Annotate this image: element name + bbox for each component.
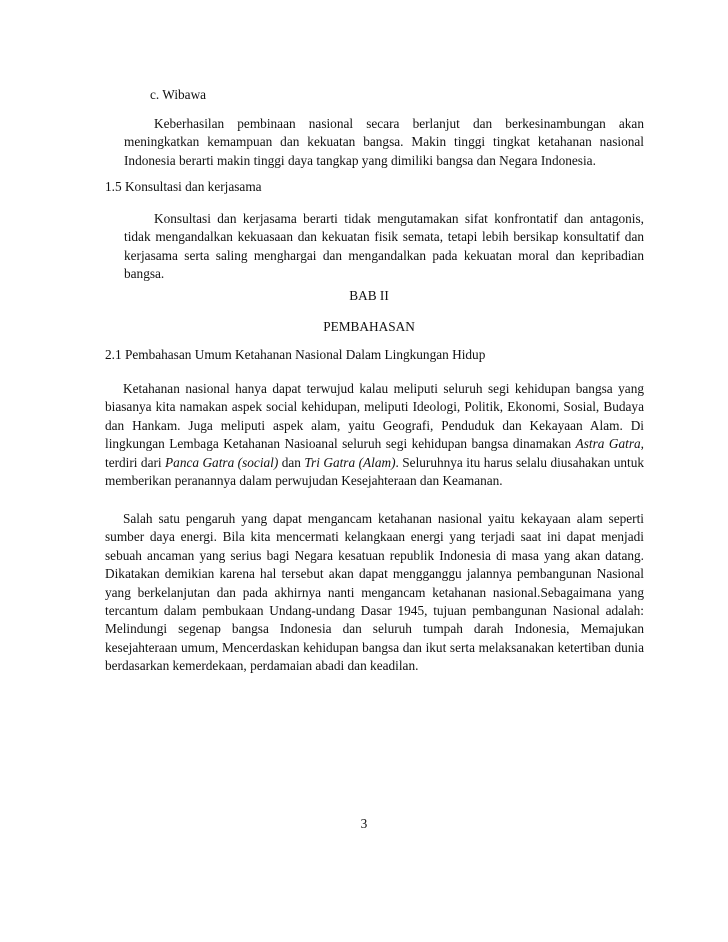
- italic-term-panca-gatra: Panca Gatra (social): [165, 454, 279, 470]
- list-item-wibawa: c. Wibawa: [150, 87, 207, 102]
- italic-term-astra-gatra: Astra Gatra: [575, 436, 641, 452]
- paragraph-ketahanan-nasional: [105, 380, 644, 490]
- italic-term-tri-gatra: Tri Gatra (Alam): [304, 454, 396, 470]
- paragraph-salah-satu-pengaruh: Salah satu pengaruh yang dapat mengancam ketahanan nasional yaitu kekayaan alam seperti sumber daya energi. Bila kita mencermati kelangkaan energi yang terjadi saat ini dapat menjadi sebuah ancaman yang serius bagi Negara kesatuan republik Indonesia di masa yang akan datang. Dikatakan demikian karena hal tersebut akan dapat mengganggu jalannya pembangunan Nasional yang berkelanjutan dan pada akhirnya nanti mengancam ketahanan nasional.Sebagaimana yang tercantum dalam pembukaan Undang-undang Dasar 1945, tujuan pembangunan Nasional adalah: Melindungi segenap bangsa Indonesia dan seluruh tumpah darah Indonesia, Memajukan kesejahteraan umum, Mencerdaskan kehidupan bangsa dan ikut serta melaksanakan ketertiban dunia berdasarkan kemerdekaan, perdamaian abadi dan keadilan.: [105, 511, 644, 674]
- page-number: 3: [360, 816, 368, 831]
- chapter-title: PEMBAHASAN: [323, 319, 415, 334]
- chapter-label: BAB II: [349, 288, 389, 303]
- section-heading-2-1: 2.1 Pembahasan Umum Ketahanan Nasional Dalam Lingkungan Hidup: [105, 347, 486, 362]
- paragraph-konsultasi: Konsultasi dan kerjasama berarti tidak mengutamakan sifat konfrontatif dan antagonis, tidak mengandalkan kekuasaan dan kekuatan fisik semata, tetapi lebih bersikap konsultatif dan kerjasama serta saling menghargai dan mengandalkan pada kekuatan moral dan kepribadian bangsa.: [124, 211, 644, 282]
- text-run: . Seluruhnya itu harus selalu diusahakan untuk memberikan peranannya dalam perwujudan Kesejahteraan dan Keamanan.: [105, 454, 644, 489]
- text-run: , terdiri dari: [105, 436, 644, 470]
- section-heading-1-5: 1.5 Konsultasi dan kerjasama: [105, 179, 262, 194]
- text-run: dan: [278, 454, 305, 470]
- text-run: Ketahanan nasional hanya dapat terwujud kalau meliputi seluruh segi kehidupan bangsa yang biasanya kita namakan aspek social kehidupan, meliputi Ideologi, Politik, Ekonomi, Sosial, Budaya dan Hankam. Juga meliputi aspek alam, yaitu Geografi, Penduduk dan Kekayaan Alam. Di lingkungan Lembaga Ketahanan Nasioanal seluruh segi kehidupan bangsa dinamakan: [105, 381, 644, 452]
- paragraph-wibawa: Keberhasilan pembinaan nasional secara berlanjut dan berkesinambungan akan meningkatkan kemampuan dan kekuatan bangsa. Makin tinggi tingkat ketahanan nasional Indonesia berarti makin tinggi daya tangkap yang dimiliki bangsa dan Negara Indonesia.: [124, 116, 644, 168]
